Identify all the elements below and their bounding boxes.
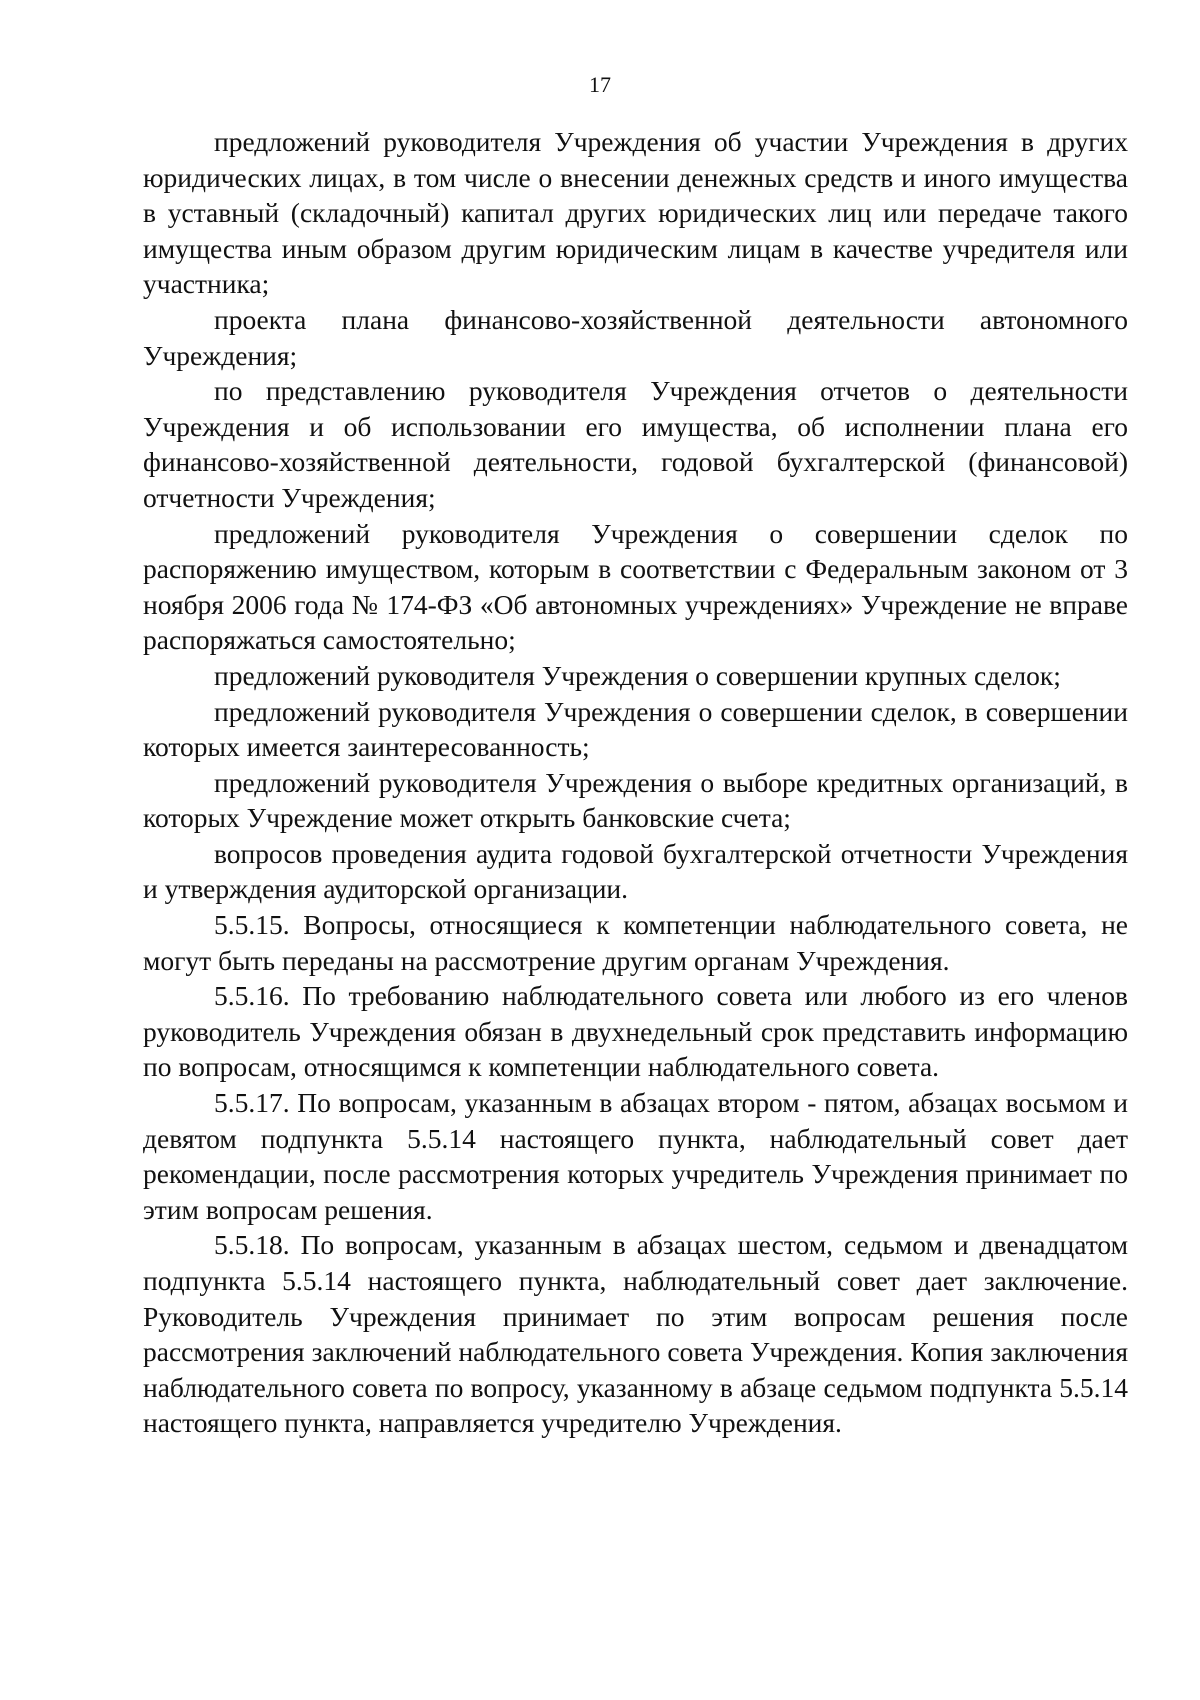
page-number: 17 <box>589 72 611 97</box>
paragraph-activity-reports: по представлению руководителя Учреждения отчетов о деятельности Учреждения и об использовании его имущества, об исполнении плана его финансово-хозяйственной деятельности, годовой бухгалтерской (финансовой) отчетности Учреждения; <box>143 375 1128 513</box>
paragraph-5-5-15: 5.5.15. Вопросы, относящиеся к компетенции наблюдательного совета, не могут быть переданы на рассмотрение другим органам Учреждения. <box>143 909 1128 976</box>
paragraph-interested-party-deals: предложений руководителя Учреждения о совершении сделок, в совершении которых имеется заинтересованность; <box>143 695 1128 763</box>
paragraph-credit-organizations: предложений руководителя Учреждения о выборе кредитных организаций, в которых Учреждение может открыть банковские счета; <box>143 766 1128 834</box>
paragraph-5-5-17: 5.5.17. По вопросам, указанным в абзацах втором - пятом, абзацах восьмом и девятом подпункта 5.5.14 настоящего пункта, наблюдательный совет дает рекомендации, после рассмотрения которых учредитель Учреждения принимает по этим вопросам решения. <box>143 1087 1128 1225</box>
paragraph-5-5-16: 5.5.16. По требованию наблюдательного совета или любого из его членов руководитель Учреждения обязан в двухнедельный срок представить информацию по вопросам, относящимся к компетенции наблюдательного совета. <box>143 980 1128 1083</box>
paragraph-property-disposal-deals: предложений руководителя Учреждения о совершении сделок по распоряжению имуществом, которым в соответствии с Федеральным законом от 3 ноября 2006 года № 174-ФЗ «Об автономных учреждениях» Учреждение не вправе распоряжаться самостоятельно; <box>143 517 1128 656</box>
paragraph-proposals-participation: предложений руководителя Учреждения об участии Учреждения в других юридических лицах, в том числе о внесении денежных средств и иного имущества в уставный (складочный) капитал других юридических лиц или передаче такого имущества иным образом другим юридическим лицам в качестве учредителя или участника; <box>143 126 1128 300</box>
paragraph-5-5-18: 5.5.18. По вопросам, указанным в абзацах шестом, седьмом и двенадцатом подпункта 5.5.14 настоящего пункта, наблюдательный совет дает заключение. Руководитель Учреждения принимает по этим вопросам решения после рассмотрения заключений наблюдательного совета Учреждения. Копия заключения наблюдательного совета по вопросу, указанному в абзаце седьмом подпункта 5.5.14 настоящего пункта, направляется учредителю Учреждения. <box>143 1229 1128 1439</box>
paragraph-major-deals: предложений руководителя Учреждения о совершении крупных сделок; <box>214 659 1061 691</box>
document-body <box>143 124 1128 1441</box>
paragraph-financial-plan-draft: проекта плана финансово-хозяйственной деятельности автономного Учреждения; <box>143 303 1128 371</box>
paragraph-audit-questions: вопросов проведения аудита годовой бухгалтерской отчетности Учреждения и утверждения аудиторской организации. <box>143 837 1128 905</box>
